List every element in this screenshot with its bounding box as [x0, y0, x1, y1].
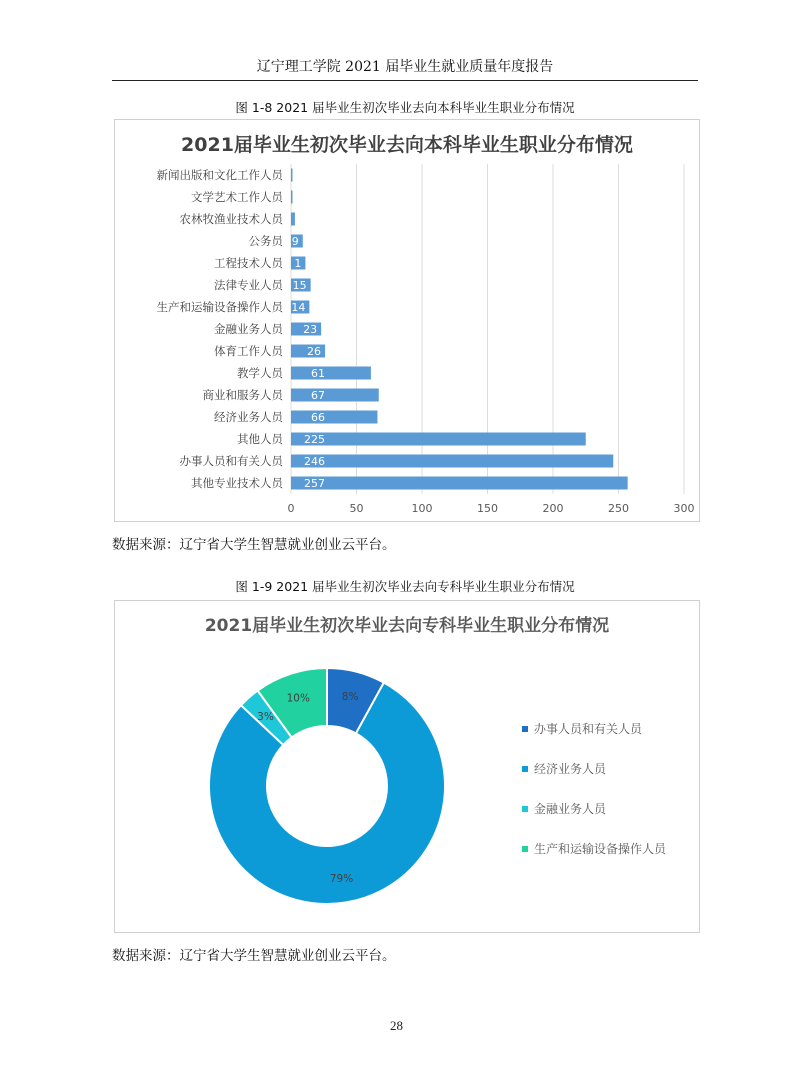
- bar-value-label: 257: [304, 477, 325, 490]
- legend-swatch: [522, 846, 528, 852]
- bar-value-label: 15: [292, 279, 307, 292]
- bar: [291, 433, 586, 446]
- y-category-label: 经济业务人员: [214, 410, 283, 424]
- bar: [291, 169, 293, 182]
- bar: [291, 389, 379, 402]
- bar-value-label: 1: [294, 257, 302, 270]
- y-category-label: 其他人员: [237, 432, 283, 446]
- x-tick-label: 50: [349, 502, 364, 515]
- bar: [291, 213, 295, 226]
- bar-value-label: 14: [291, 301, 306, 314]
- bar-value-label: 246: [304, 455, 325, 468]
- donut-chart: [115, 601, 699, 932]
- y-category-label: 新闻出版和文化工作人员: [156, 168, 283, 182]
- legend-swatch: [522, 766, 528, 772]
- bar-value-label: 9: [291, 235, 299, 248]
- figure-caption-2: 图 1-9 2021 届毕业生初次毕业去向专科毕业生职业分布情况: [235, 579, 575, 594]
- y-category-label: 商业和服务人员: [202, 388, 283, 402]
- bar: [291, 477, 628, 490]
- y-category-label: 公务员: [248, 234, 283, 248]
- y-category-label: 工程技术人员: [214, 256, 283, 270]
- legend-label: 金融业务人员: [534, 802, 607, 816]
- figure-caption-1: 图 1-8 2021 届毕业生初次毕业去向本科毕业生职业分布情况: [235, 100, 575, 115]
- y-category-label: 教学人员: [237, 366, 283, 380]
- y-category-label: 法律专业人员: [214, 278, 283, 292]
- slice-value-label: 10%: [286, 692, 310, 705]
- x-tick-label: 200: [542, 502, 564, 515]
- bar: [291, 191, 293, 204]
- x-tick-label: 150: [477, 502, 498, 515]
- bar: [291, 455, 613, 468]
- x-tick-label: 100: [411, 502, 433, 515]
- page-number: 28: [390, 1018, 403, 1033]
- chart-title: 2021届毕业生初次毕业去向本科毕业生职业分布情况: [181, 134, 633, 156]
- x-tick-label: 0: [287, 502, 295, 515]
- bar-value-label: 26: [307, 345, 322, 358]
- donut-chart-frame: [114, 600, 700, 933]
- legend-label: 生产和运输设备操作人员: [534, 842, 667, 856]
- x-tick-label: 250: [608, 502, 629, 515]
- y-category-label: 体育工作人员: [214, 344, 283, 358]
- x-tick-label: 300: [673, 502, 695, 515]
- bar-value-label: 66: [311, 411, 325, 424]
- legend-swatch: [522, 726, 528, 732]
- legend-label: 经济业务人员: [534, 762, 607, 776]
- y-category-label: 金融业务人员: [214, 322, 283, 336]
- bar-value-label: 67: [311, 389, 325, 402]
- bar-value-label: 61: [311, 367, 325, 380]
- bar-value-label: 225: [304, 433, 325, 446]
- y-category-label: 生产和运输设备操作人员: [156, 300, 283, 314]
- bar: [291, 411, 377, 424]
- bar-chart: [115, 120, 699, 521]
- y-category-label: 其他专业技术人员: [191, 476, 283, 490]
- legend-label: 办事人员和有关人员: [534, 722, 643, 736]
- bar-value-label: 23: [303, 323, 318, 336]
- legend-swatch: [522, 806, 528, 812]
- chart-title: 2021届毕业生初次毕业去向专科毕业生职业分布情况: [204, 616, 610, 636]
- source-note-2: 数据来源：辽宁省大学生智慧就业创业云平台。: [112, 948, 396, 964]
- y-category-label: 农林牧渔业技术人员: [179, 212, 283, 226]
- slice-value-label: 8%: [341, 690, 359, 703]
- bar-chart-frame: [114, 119, 700, 522]
- bar: [291, 367, 371, 380]
- y-category-label: 文学艺术工作人员: [191, 190, 283, 204]
- header-rule: [112, 80, 698, 81]
- source-note-1: 数据来源：辽宁省大学生智慧就业创业云平台。: [112, 537, 396, 553]
- slice-value-label: 79%: [329, 872, 354, 885]
- slice-value-label: 3%: [257, 711, 274, 724]
- page-header: 辽宁理工学院 2021 届毕业生就业质量年度报告: [256, 59, 554, 75]
- y-category-label: 办事人员和有关人员: [179, 454, 283, 468]
